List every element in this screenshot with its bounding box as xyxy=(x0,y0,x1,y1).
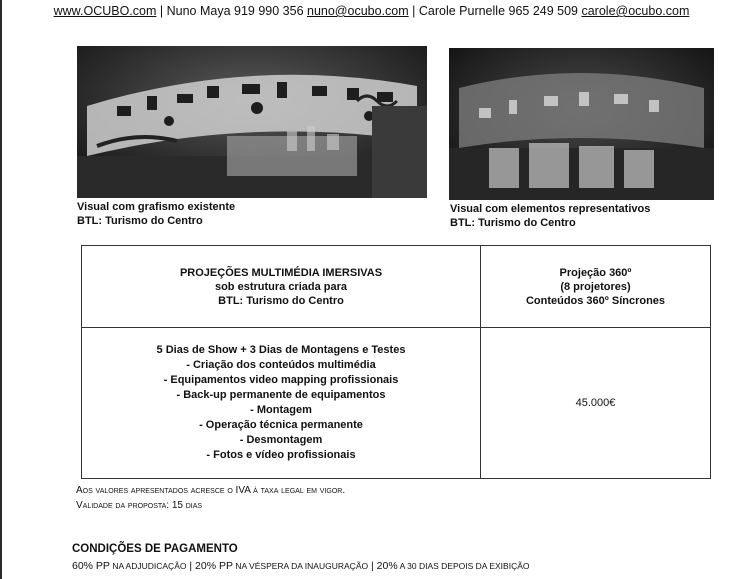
projection-photo-elements xyxy=(449,48,714,200)
list-item: - Equipamentos video mapping profissionais xyxy=(163,374,399,387)
page-left-border xyxy=(0,0,2,579)
separator: | xyxy=(408,4,419,18)
separator: | xyxy=(368,560,377,572)
projector-count: (8 projetores) xyxy=(560,280,631,293)
payment-term-3: A 30 DIAS DEPOIS DA EXIBIÇÃO xyxy=(397,561,530,571)
contact-carole: Carole Purnelle 965 249 509 xyxy=(418,4,582,18)
payment-term-1: NA ADJUDICAÇÃO xyxy=(109,561,187,571)
website-link[interactable]: www.OCUBO.com xyxy=(53,4,157,18)
proposal-table xyxy=(81,245,711,479)
caption-subtitle: BTL: Turismo do Centro xyxy=(450,217,576,229)
caption-title: Visual com grafismo existente xyxy=(77,201,236,213)
table-row xyxy=(82,328,711,479)
contact-nuno: Nuno Maya 919 990 356 xyxy=(166,4,307,18)
payment-term-2: NA VÉSPERA DA INAUGURAÇÃO xyxy=(233,561,369,571)
separator: | xyxy=(186,560,196,572)
list-item: - Back-up permanente de equipamentos xyxy=(176,389,386,402)
separator: | xyxy=(156,4,167,18)
table-row xyxy=(82,246,711,328)
payment-pct-1: 60% PP xyxy=(72,560,110,572)
service-items-cell xyxy=(82,328,481,479)
content-type: Conteúdos 360º Síncrones xyxy=(525,294,666,307)
list-item: - Criação dos conteúdos multimédia xyxy=(186,359,376,372)
price-cell xyxy=(481,328,711,479)
price-value: 45.000€ xyxy=(575,397,616,410)
schedule-line: 5 Dias de Show + 3 Dias de Montagens e Testes xyxy=(156,344,406,357)
caption-title: Visual com elementos representativos xyxy=(450,203,651,215)
projection-type: Projeção 360º xyxy=(559,266,632,279)
caption-subtitle: BTL: Turismo do Centro xyxy=(77,215,203,227)
contact-header xyxy=(0,4,743,18)
list-item: - Desmontagem xyxy=(239,434,323,447)
list-item: - Operação técnica permanente xyxy=(199,419,363,432)
service-subtitle: sob estrutura criada para xyxy=(214,280,348,293)
image-caption-1 xyxy=(77,200,235,228)
payment-pct-2: 20% PP xyxy=(195,560,233,572)
projection-photo-graphics xyxy=(77,46,427,198)
service-title-cell xyxy=(82,246,481,328)
list-item: - Montagem xyxy=(250,404,312,417)
payment-title: CONDIÇÕES DE PAGAMENTO xyxy=(72,543,238,555)
email-link-carole[interactable]: carole@ocubo.com xyxy=(581,4,690,18)
image-caption-2 xyxy=(450,202,650,230)
validity-note: Validade da proposta: 15 dias xyxy=(76,500,203,511)
list-item: - Fotos e vídeo profissionais xyxy=(206,449,356,462)
email-link-nuno[interactable]: nuno@ocubo.com xyxy=(307,4,409,18)
iva-note: Aos valores apresentados acresce o IVA à taxa legal em vigor. xyxy=(76,485,346,496)
service-client: BTL: Turismo do Centro xyxy=(218,294,344,307)
payment-pct-3: 20% xyxy=(376,560,398,572)
payment-terms xyxy=(72,560,530,572)
projection-spec-cell xyxy=(481,246,711,328)
service-title: PROJEÇÕES MULTIMÉDIA IMERSIVAS xyxy=(179,266,383,279)
